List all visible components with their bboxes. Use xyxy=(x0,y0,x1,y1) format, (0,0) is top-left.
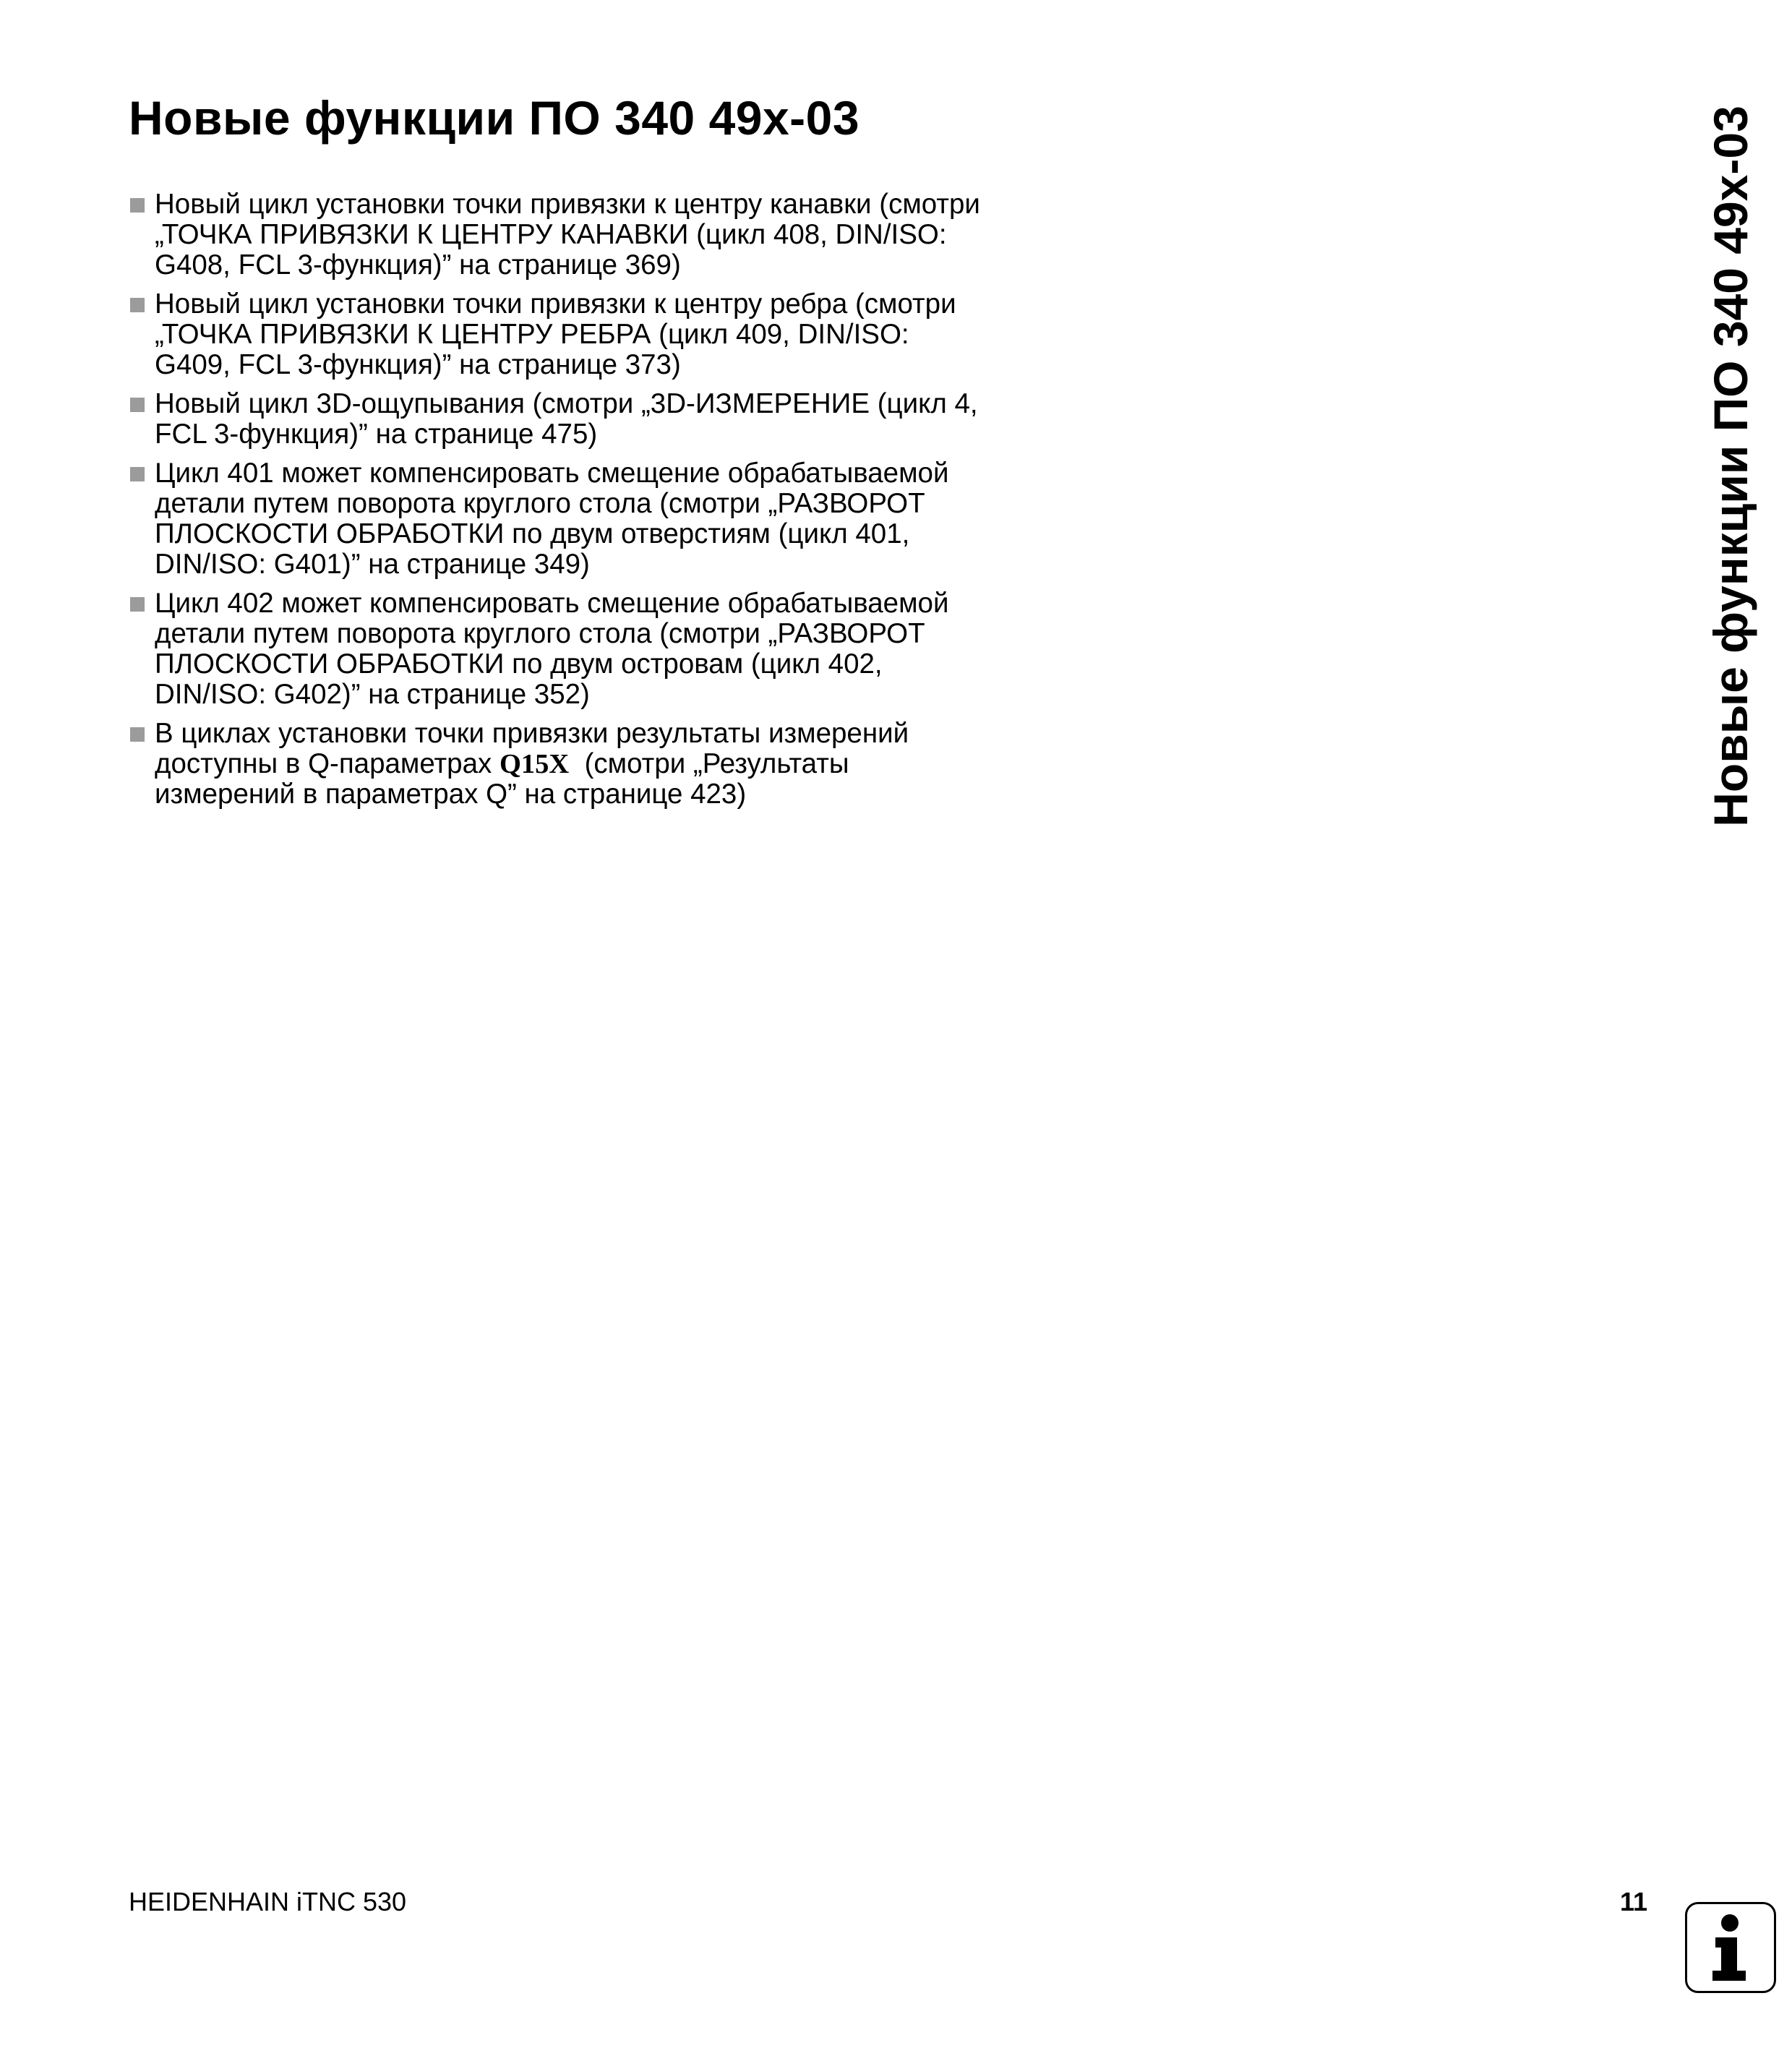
list-item-line: ПЛОСКОСТИ ОБРАБОТКИ по двум отверстиям (цикл 401, xyxy=(155,518,910,549)
square-bullet-icon xyxy=(130,298,145,312)
list-item-line: G408, FCL 3-функция)” на странице 369) xyxy=(155,249,681,280)
info-icon xyxy=(1685,1902,1776,1993)
list-item-line: детали путем поворота круглого стола (смотри „РАЗВОРОТ xyxy=(155,618,925,649)
list-item xyxy=(129,588,974,710)
list-item-line: Цикл 402 может компенсировать смещение обрабатываемой xyxy=(155,588,949,619)
list-item-line: „ТОЧКА ПРИВЯЗКИ К ЦЕНТРУ РЕБРА (цикл 409, DIN/ISO: xyxy=(155,319,909,350)
list-item-line: измерений в параметрах Q” на странице 423) xyxy=(155,779,747,810)
list-item xyxy=(129,458,974,580)
q-parameter-code: Q15X xyxy=(499,749,570,779)
list-item-line: DIN/ISO: G401)” на странице 349) xyxy=(155,549,590,580)
list-item-line: Новый цикл 3D-ощупывания (смотри „3D-ИЗМЕРЕНИЕ (цикл 4, xyxy=(155,388,978,419)
list-item-line: Новый цикл установки точки привязки к центру ребра (смотри xyxy=(155,288,956,320)
square-bullet-icon xyxy=(130,597,145,612)
list-item-line: FCL 3-функция)” на странице 475) xyxy=(155,419,598,450)
list-item-line: G409, FCL 3-функция)” на странице 373) xyxy=(155,349,681,380)
list-item xyxy=(129,719,974,810)
list-item xyxy=(129,289,974,380)
list-item-line: „ТОЧКА ПРИВЯЗКИ К ЦЕНТРУ КАНАВКИ (цикл 408, DIN/ISO: xyxy=(155,219,947,250)
list-item xyxy=(129,388,978,450)
side-tab-title: Новые функции ПО 340 49x-03 xyxy=(1704,106,1757,827)
feature-list xyxy=(129,189,980,818)
list-item xyxy=(129,189,980,280)
list-item-line: Цикл 401 может компенсировать смещение обрабатываемой xyxy=(155,458,949,489)
list-item-line: В циклах установки точки привязки результаты измерений xyxy=(155,718,909,749)
square-bullet-icon xyxy=(130,727,145,742)
list-item-line: ПЛОСКОСТИ ОБРАБОТКИ по двум островам (цикл 402, xyxy=(155,648,883,680)
list-item-line xyxy=(155,749,974,779)
list-item-line: Новый цикл установки точки привязки к центру канавки (смотри xyxy=(155,189,980,220)
square-bullet-icon xyxy=(130,198,145,213)
list-item-line: детали путем поворота круглого стола (смотри „РАЗВОРОТ xyxy=(155,488,925,519)
page-title: Новые функции ПО 340 49x-03 xyxy=(129,91,860,145)
list-item-text: (смотри „Результаты xyxy=(569,748,849,779)
footer-brand: HEIDENHAIN iTNC 530 xyxy=(129,1887,407,1916)
square-bullet-icon xyxy=(130,467,145,481)
list-item-text: доступны в Q-параметрах xyxy=(155,748,500,779)
list-item-line: DIN/ISO: G402)” на странице 352) xyxy=(155,679,590,710)
page-number: 11 xyxy=(1619,1887,1647,1916)
square-bullet-icon xyxy=(130,398,145,412)
